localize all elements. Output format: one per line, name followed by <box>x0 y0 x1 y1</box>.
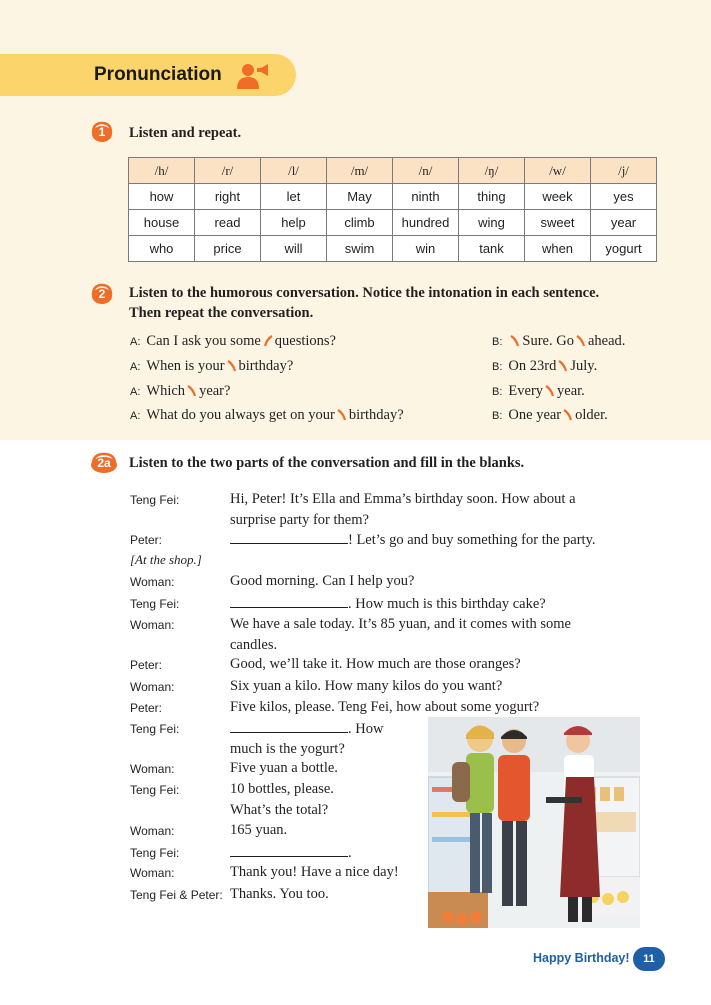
exercise-2-instruction-line-2: Then repeat the conversation. <box>129 305 314 321</box>
conversation-line-a <box>130 332 336 351</box>
table-cell: right <box>195 184 261 210</box>
dialogue-text: What’s the total? <box>230 802 329 818</box>
line-text: What do you always get on your <box>146 407 335 423</box>
exercise-2a-instruction: Listen to the two parts of the conversation and fill in the blanks. <box>129 455 525 471</box>
table-cell: tank <box>459 236 525 262</box>
speaker-label: Woman: <box>130 618 175 632</box>
table-cell: will <box>261 236 327 262</box>
table-header: /ŋ/ <box>459 158 525 184</box>
exercise-2a-badge <box>90 452 118 474</box>
speaker-label: B: <box>492 410 503 422</box>
dialogue-text: . <box>348 845 352 861</box>
table-cell: yogurt <box>591 236 657 262</box>
dialogue-text: Thanks. You too. <box>230 886 329 902</box>
speaker-label: B: <box>492 386 503 398</box>
table-cell: when <box>525 236 591 262</box>
dialogue-text: Good morning. Can I help you? <box>230 573 415 589</box>
table-header: /m/ <box>327 158 393 184</box>
conversation-line-a <box>130 382 230 401</box>
speaker-label: B: <box>492 336 503 348</box>
exercise-2-instruction-line-1: Listen to the humorous conversation. Notice the intonation in each sentence. <box>129 285 600 301</box>
line-text: Every <box>508 383 544 399</box>
falling-intonation-icon <box>227 360 237 372</box>
answer-blank[interactable] <box>230 593 348 608</box>
falling-intonation-icon <box>558 360 568 372</box>
section-title: Pronunciation <box>94 64 222 85</box>
dialogue-line <box>230 529 596 551</box>
falling-intonation-icon <box>563 409 573 421</box>
speaker-label: Peter: <box>130 701 163 715</box>
falling-intonation-icon <box>576 335 586 347</box>
table-cell: week <box>525 184 591 210</box>
table-header: /j/ <box>591 158 657 184</box>
table-cell: wing <box>459 210 525 236</box>
speaker-label: Woman: <box>130 680 175 694</box>
conversation-line-b <box>492 406 608 425</box>
speaker-label: Teng Fei: <box>130 597 180 611</box>
line-text: year? <box>199 383 231 399</box>
line-text: questions? <box>274 333 336 349</box>
line-text: ahead. <box>587 333 626 349</box>
shop-illustration <box>428 717 640 928</box>
exercise-number: 2a <box>97 456 111 470</box>
speaker-label: B: <box>492 361 503 373</box>
table-row <box>129 210 657 236</box>
table-cell: who <box>129 236 195 262</box>
falling-intonation-icon <box>545 385 555 397</box>
page-number: 11 <box>633 947 665 971</box>
table-header: /w/ <box>525 158 591 184</box>
dialogue-text: candles. <box>230 637 278 653</box>
conversation-line-b <box>492 357 597 376</box>
speaker-label: Woman: <box>130 824 175 838</box>
speaker-label: Woman: <box>130 762 175 776</box>
speaker-label: Teng Fei: <box>130 722 180 736</box>
table-cell: house <box>129 210 195 236</box>
dialogue-text: much is the yogurt? <box>230 741 345 757</box>
line-text: Sure. Go <box>522 333 574 349</box>
table-cell: May <box>327 184 393 210</box>
table-cell: hundred <box>393 210 459 236</box>
falling-intonation-icon <box>337 409 347 421</box>
line-text: older. <box>575 407 608 423</box>
rising-intonation-icon <box>263 335 273 347</box>
table-cell: read <box>195 210 261 236</box>
speaker-label: A: <box>130 410 141 422</box>
speaking-person-icon <box>236 62 270 90</box>
dialogue-line <box>230 593 546 615</box>
table-header: /l/ <box>261 158 327 184</box>
answer-blank[interactable] <box>230 842 348 857</box>
table-header-row <box>129 158 657 184</box>
unit-title: Happy Birthday! <box>533 951 630 965</box>
table-cell: how <box>129 184 195 210</box>
table-cell: sweet <box>525 210 591 236</box>
dialogue-text: Six yuan a kilo. How many kilos do you want? <box>230 678 503 694</box>
speaker-label: A: <box>130 336 141 348</box>
line-text: On 23rd <box>508 358 557 374</box>
dialogue-text: . How <box>348 721 384 737</box>
table-cell: thing <box>459 184 525 210</box>
table-row <box>129 184 657 210</box>
table-header: /n/ <box>393 158 459 184</box>
answer-blank[interactable] <box>230 718 348 733</box>
exercise-1-badge <box>90 121 114 143</box>
line-text: When is your <box>146 358 225 374</box>
dialogue-text: We have a sale today. It’s 85 yuan, and it comes with some <box>230 616 571 632</box>
speaker-label: Teng Fei & Peter: <box>130 888 223 902</box>
table-cell: price <box>195 236 261 262</box>
line-text: Can I ask you some <box>146 333 261 349</box>
dialogue-text: Five kilos, please. Teng Fei, how about some yogurt? <box>230 699 540 715</box>
speaker-label: A: <box>130 361 141 373</box>
dialogue-text: . How much is this birthday cake? <box>348 596 546 612</box>
dialogue-text: 10 bottles, please. <box>230 781 334 797</box>
line-text: birthday? <box>238 358 294 374</box>
line-text: year. <box>557 383 585 399</box>
dialogue-text: ! Let’s go and buy something for the party. <box>348 532 596 548</box>
dialogue-text: Hi, Peter! It’s Ella and Emma’s birthday soon. How about a <box>230 491 576 507</box>
table-cell: yes <box>591 184 657 210</box>
speaker-label: Teng Fei: <box>130 846 180 860</box>
exercise-2-badge <box>90 283 114 305</box>
table-cell: win <box>393 236 459 262</box>
speaker-label: Teng Fei: <box>130 783 180 797</box>
phonics-table <box>128 157 657 262</box>
dialogue-text: 165 yuan. <box>230 822 288 838</box>
exercise-number: 2 <box>98 287 106 301</box>
dialogue-line <box>230 842 352 864</box>
dialogue-text: Good, we’ll take it. How much are those oranges? <box>230 656 521 672</box>
conversation-line-b <box>492 382 585 401</box>
line-text: birthday? <box>348 407 404 423</box>
answer-blank[interactable] <box>230 529 348 544</box>
table-row <box>129 236 657 262</box>
speaker-label: Teng Fei: <box>130 493 180 507</box>
line-text: Which <box>146 383 186 399</box>
speaker-label: Woman: <box>130 575 175 589</box>
dialogue-text: Five yuan a bottle. <box>230 760 338 776</box>
speaker-label: Peter: <box>130 658 163 672</box>
table-header: /h/ <box>129 158 195 184</box>
falling-intonation-icon <box>510 335 520 347</box>
dialogue-text: Thank you! Have a nice day! <box>230 864 399 880</box>
speaker-label: A: <box>130 386 141 398</box>
exercise-number: 1 <box>98 125 106 139</box>
conversation-line-a <box>130 357 293 376</box>
table-cell: climb <box>327 210 393 236</box>
table-cell: swim <box>327 236 393 262</box>
stage-direction: [At the shop.] <box>130 552 202 567</box>
table-header: /r/ <box>195 158 261 184</box>
dialogue-line <box>230 718 383 740</box>
line-text: July. <box>570 358 598 374</box>
speaker-label: Peter: <box>130 533 163 547</box>
exercise-1-instruction: Listen and repeat. <box>129 125 242 141</box>
table-cell: year <box>591 210 657 236</box>
table-cell: help <box>261 210 327 236</box>
table-cell: ninth <box>393 184 459 210</box>
conversation-line-a <box>130 406 404 425</box>
speaker-label: Woman: <box>130 866 175 880</box>
table-cell: let <box>261 184 327 210</box>
dialogue-text: surprise party for them? <box>230 512 369 528</box>
conversation-line-b <box>492 332 625 351</box>
line-text: One year <box>508 407 562 423</box>
falling-intonation-icon <box>187 385 197 397</box>
